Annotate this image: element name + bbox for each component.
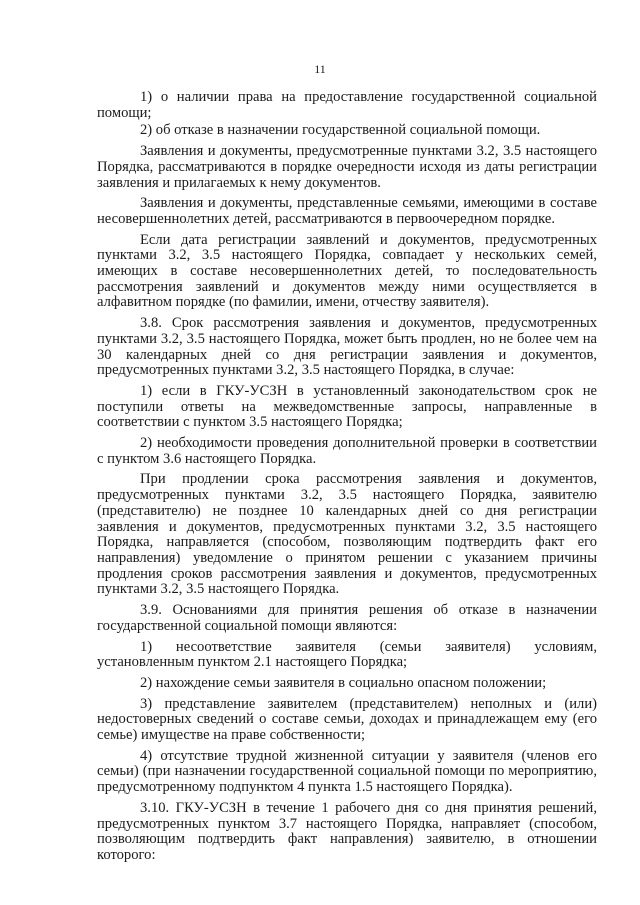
paragraph-review-order: Заявления и документы, предусмотренные пунктами 3.2, 3.5 настоящего Порядка, рассматриваются в порядке очередности исходя из даты регистрации заявления и прилагаемых к нему документов.: [97, 143, 597, 191]
paragraph-extension-notice: При продлении срока рассмотрения заявления и документов, предусмотренных пунктами 3.2, 3.5 настоящего Порядка, заявителю (представителю) не позднее 10 календарных дней со дня регистрации заявления и документов, предусмотренных пунктами 3.2, 3.5 настоящего Порядка, направляется (способом, позволяющим подтвердить факт его направления) уведомление о принятом решении с указанием причины продления сроков рассмотрения заявления и документов, предусмотренных пунктами 3.2, 3.5 настоящего Порядка.: [97, 471, 597, 598]
paragraph-3-9-item-1: 1) несоответствие заявителя (семьи заявителя) условиям, установленным пунктом 2.1 настоящего Порядка;: [97, 638, 597, 671]
paragraph-3-9-refusal-grounds: 3.9. Основаниями для принятия решения об отказе в назначении государственной социальной помощи являются:: [97, 602, 597, 634]
paragraph-3-8-item-2: 2) необходимости проведения дополнительной проверки в соответствии с пунктом 3.6 настоящего Порядка.: [97, 435, 597, 467]
paragraph-3-9-item-3: 3) представление заявителем (представителем) неполных и (или) недостоверных сведений о составе семьи, доходах и принадлежащем ему (его семье) имуществе на праве собственности;: [97, 695, 597, 744]
paragraph-3-10-notification: 3.10. ГКУ-УСЗН в течение 1 рабочего дня со дня принятия решений, предусмотренных пунктом 3.7 настоящего Порядка, направляет (способом, позволяющим подтвердить факт направления) заявителю, в отношении которого:: [97, 799, 597, 863]
page-number: 11: [314, 62, 326, 76]
paragraph-priority-families: Заявления и документы, представленные семьями, имеющими в составе несовершеннолетних детей, рассматриваются в первоочередном порядке.: [97, 195, 597, 227]
paragraph-decision-right: 1) о наличии права на предоставление государственной социальной помощи;: [97, 89, 597, 121]
paragraph-3-9-item-2: 2) нахождение семьи заявителя в социально опасном положении;: [140, 674, 547, 691]
document-body: [97, 90, 597, 869]
paragraph-alphabetical-order: Если дата регистрации заявлений и документов, предусмотренных пунктами 3.2, 3.5 настоящего Порядка, совпадает у нескольких семей, имеющих в составе несовершеннолетних детей, то последовательность рассмотрения заявлений и документов между ними осуществляется в алфавитном порядке (по фамилии, имени, отчеству заявителя).: [97, 231, 597, 311]
paragraph-3-8-item-1: 1) если в ГКУ-УСЗН в установленный законодательством срок не поступили ответы на межведомственные запросы, направленные в соответствии с пунктом 3.5 настоящего Порядка;: [97, 382, 597, 431]
paragraph-decision-refusal: 2) об отказе в назначении государственной социальной помощи.: [140, 122, 541, 139]
paragraph-3-9-item-4: 4) отсутствие трудной жизненной ситуации у заявителя (членов его семьи) (при назначении государственной социальной помощи по мероприятию, предусмотренному подпунктом 4 пункта 1.5 настоящего Порядка).: [97, 747, 597, 796]
paragraph-3-8-extension: 3.8. Срок рассмотрения заявления и документов, предусмотренных пунктами 3.2, 3.5 настоящего Порядка, может быть продлен, но не более чем на 30 календарных дней со дня регистрации заявления и документов, предусмотренных пунктами 3.2, 3.5 настоящего Порядка, в случае:: [97, 315, 597, 379]
